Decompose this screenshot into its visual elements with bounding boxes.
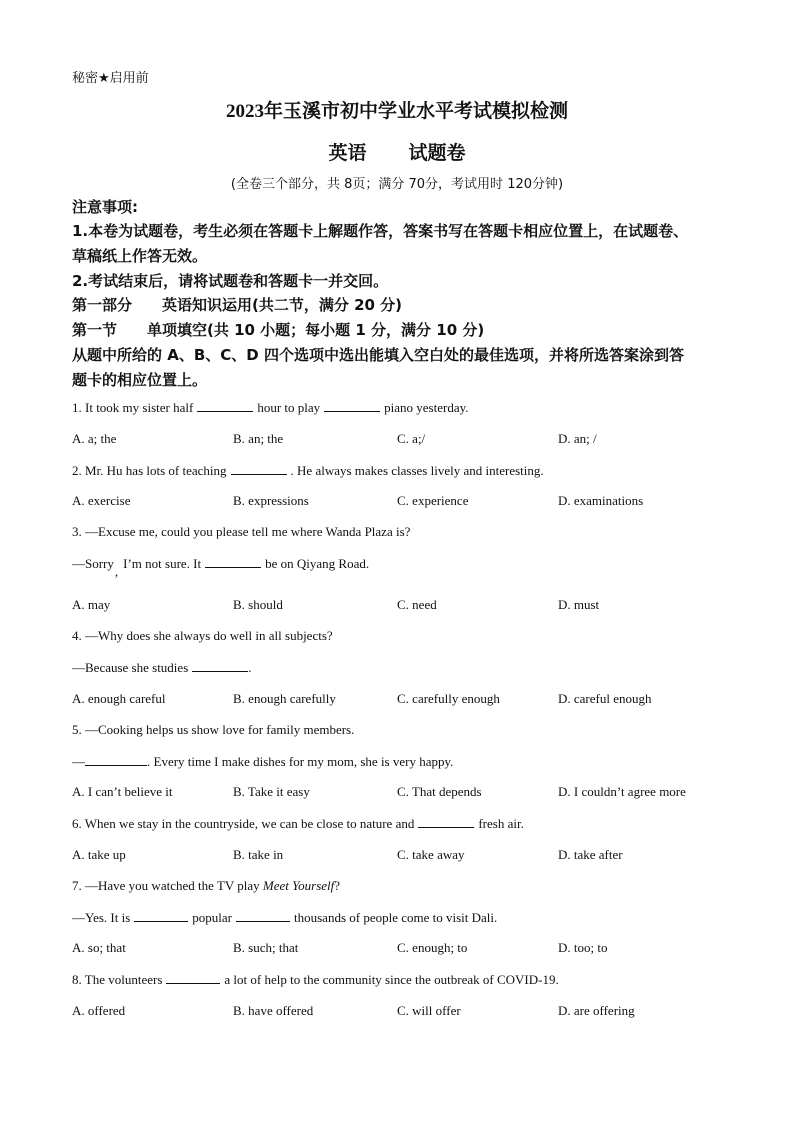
answer-blank	[134, 909, 188, 922]
question-2-option-b: B. expressions	[233, 493, 309, 508]
question-7-option-a: A. so; that	[72, 940, 126, 955]
question-2-option-a: A. exercise	[72, 493, 131, 508]
question-4-option-c: C. carefully enough	[397, 691, 500, 706]
instruction-line-a: 从题中所给的 A、B、C、D 四个选项中选出能填入空白处的最佳选项，并将所选答案涂到答	[72, 346, 684, 364]
question-3-reply: —Sorry,I’m not sure. It be on Qiyang Road.	[72, 556, 370, 579]
question-1-option-a: A. a; the	[72, 431, 117, 446]
notice-line-1a: 1.本卷为试题卷，考生必须在答题卡上解题作答，答案书写在答题卡相应位置上，在试题卷、	[72, 222, 689, 240]
question-1-option-b: B. an; the	[233, 431, 284, 446]
answer-blank	[324, 399, 380, 412]
notice-heading: 注意事项:	[72, 198, 138, 216]
answer-blank	[418, 815, 474, 828]
question-2-option-c: C. experience	[397, 493, 469, 508]
answer-blank	[236, 909, 290, 922]
question-8-stem: 8. The volunteers a lot of help to the community since the outbreak of COVID-19.	[72, 972, 559, 987]
subject-label: 英语	[328, 143, 367, 164]
question-6-stem: 6. When we stay in the countryside, we can be close to nature and fresh air.	[72, 816, 524, 831]
answer-blank	[231, 462, 287, 475]
question-8-option-b: B. have offered	[233, 1003, 314, 1018]
question-7-reply: —Yes. It is popular thousands of people come to visit Dali.	[72, 910, 498, 925]
instruction-line-b: 题卡的相应位置上。	[72, 371, 208, 389]
question-8-option-c: C. will offer	[397, 1003, 461, 1018]
question-7-stem: 7. —Have you watched the TV play Meet Yourself?	[72, 878, 341, 893]
answer-blank	[205, 555, 261, 568]
question-5-option-d: D. I couldn’t agree more	[558, 784, 686, 799]
question-1-option-c: C. a;/	[397, 431, 426, 446]
question-4-stem: 4. —Why does she always do well in all subjects?	[72, 628, 333, 643]
paper-type-label: 试题卷	[408, 143, 466, 164]
part-heading: 第一部分 英语知识运用(共二节，满分 20 分)	[72, 296, 403, 314]
question-6-option-a: A. take up	[72, 847, 126, 862]
tv-play-title: Meet Yourself	[262, 878, 335, 893]
question-8-option-d: D. are offering	[558, 1003, 635, 1018]
question-5-option-a: A. I can’t believe it	[72, 784, 173, 799]
question-1-option-d: D. an; /	[558, 431, 597, 446]
confidential-mark: 秘密★启用前	[72, 71, 149, 86]
question-6-option-d: D. take after	[558, 847, 623, 862]
question-8-option-a: A. offered	[72, 1003, 126, 1018]
question-6-option-b: B. take in	[233, 847, 284, 862]
answer-blank	[166, 971, 220, 984]
section-heading: 第一节 单项填空(共 10 小题；每小题 1 分，满分 10 分)	[72, 321, 485, 339]
notice-line-1b: 草稿纸上作答无效。	[72, 247, 208, 265]
question-6-option-c: C. take away	[397, 847, 465, 862]
question-3-option-a: A. may	[72, 597, 111, 612]
question-5-reply: — . Every time I make dishes for my mom, she is very happy.	[72, 754, 454, 769]
question-7-option-b: B. such; that	[233, 940, 299, 955]
question-3-option-d: D. must	[558, 597, 600, 612]
answer-blank	[192, 659, 248, 672]
answer-blank	[85, 753, 147, 766]
question-3-stem: 3. —Excuse me, could you please tell me where Wanda Plaza is?	[72, 524, 411, 539]
exam-subtitle	[0, 138, 794, 165]
question-4-option-d: D. careful enough	[558, 691, 652, 706]
question-7-option-c: C. enough; to	[397, 940, 468, 955]
notice-line-2: 2.考试结束后，请将试题卷和答题卡一并交回。	[72, 272, 389, 290]
question-4-reply: —Because she studies .	[72, 660, 252, 675]
question-7-option-d: D. too; to	[558, 940, 608, 955]
question-4-option-b: B. enough carefully	[233, 691, 336, 706]
question-1-stem: 1. It took my sister half hour to play piano yesterday.	[72, 400, 469, 415]
question-4-option-a: A. enough careful	[72, 691, 166, 706]
question-5-option-b: B. Take it easy	[233, 784, 310, 799]
exam-info: (全卷三个部分，共 8页；满分 70分，考试用时 120分钟)	[230, 177, 564, 192]
exam-title: 2023年玉溪市初中学业水平考试模拟检测	[225, 101, 568, 122]
question-2-option-d: D. examinations	[558, 493, 644, 508]
question-5-stem: 5. —Cooking helps us show love for family members.	[72, 722, 355, 737]
question-3-option-b: B. should	[233, 597, 283, 612]
question-3-option-c: C. need	[397, 597, 437, 612]
question-5-option-c: C. That depends	[397, 784, 482, 799]
question-2-stem: 2. Mr. Hu has lots of teaching . He always makes classes lively and interesting.	[72, 463, 544, 478]
answer-blank	[197, 399, 253, 412]
